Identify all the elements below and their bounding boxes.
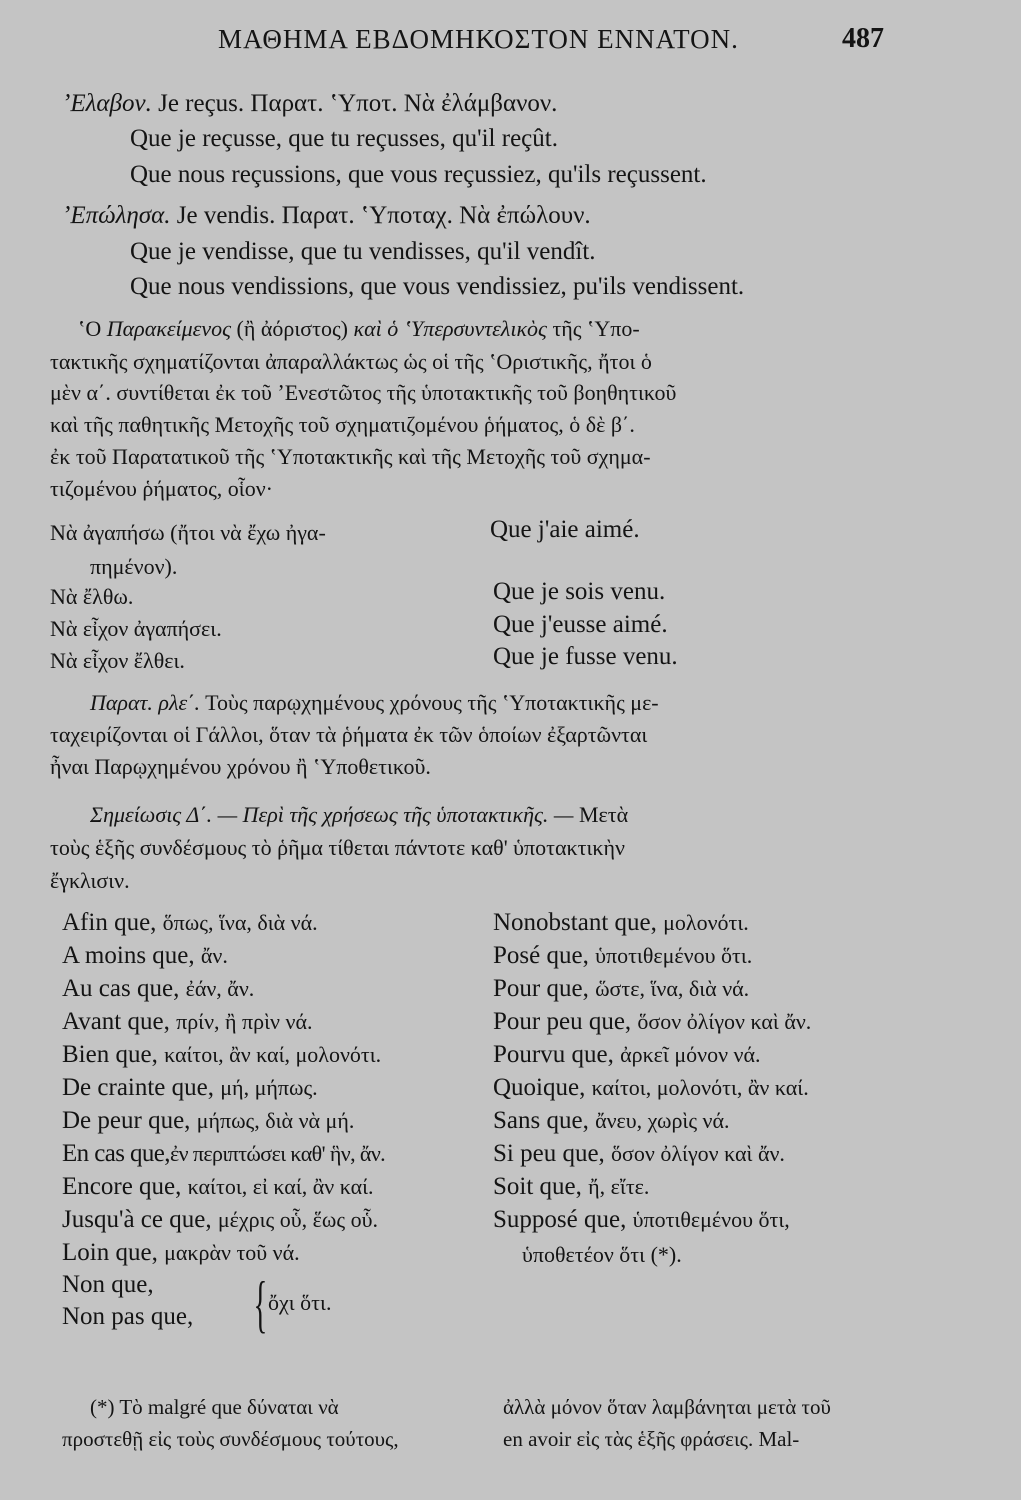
conj-left-13: Non pas que, <box>62 1303 194 1330</box>
para2-line-3: ἦναι Παρῳχημένου χρόνου ἢ ʽΥποθετικοῦ. <box>50 754 431 779</box>
conj-right-7 <box>493 1106 730 1136</box>
conj-gr: ἄνευ, χωρὶς νά. <box>595 1108 730 1133</box>
conj-left-11 <box>62 1238 300 1268</box>
epolisa-line-1 <box>62 201 591 231</box>
example-greek-2: πημένον). <box>90 554 178 579</box>
conj-right-11: ὑποθετέον ὅτι (*). <box>522 1242 682 1267</box>
conj-fr: Pour peu que, <box>493 1008 632 1035</box>
conj-right-3 <box>493 974 749 1004</box>
conj-right-5 <box>493 1040 761 1070</box>
conj-fr: Bien que, <box>62 1041 158 1068</box>
conj-left-4 <box>62 1007 312 1037</box>
para1-line-5: ἐκ τοῦ Παρατατικοῦ τῆς ʽΥποτακτικῆς καὶ τῆς Μετοχῆς τοῦ σχημα- <box>50 444 651 469</box>
epolisa-line-3: Que nous vendissions, que vous vendissiez, pu'ils vendissent. <box>130 273 745 300</box>
elabon-line-2: Que je reçusse, que tu reçusses, qu'il reçût. <box>130 125 558 152</box>
para1-line-3: μὲν α΄. συντίθεται ἐκ τοῦ ʼΕνεστῶτος τῆς ὑποτακτικῆς τοῦ βοηθητικοῦ <box>50 380 677 405</box>
para1-term-hypersyntelikos: καὶ ὁ ʽΥπερσυντελικὸς <box>353 316 547 341</box>
conj-left-7 <box>62 1106 354 1136</box>
example-greek-4: Νὰ εἶχον ἀγαπήσει. <box>50 616 222 641</box>
para2-ref: Παρατ. ρλε΄. <box>90 690 200 715</box>
conj-fr: Supposé que, <box>493 1206 627 1233</box>
para1-line-4: καὶ τῆς παθητικῆς Μετοχῆς τοῦ σχηματιζομένου ῥήματος, ὁ δὲ β΄. <box>50 412 635 437</box>
epolisa-line-2: Que je vendisse, que tu vendisses, qu'il vendît. <box>130 238 596 265</box>
conj-gr: ἀρκεῖ μόνον νά. <box>620 1042 761 1067</box>
conj-gr: ὥστε, ἵνα, διὰ νά. <box>595 976 750 1001</box>
epolisa-text: Je vendis. Παρατ. ʽΥποταχ. Νὰ ἐπώλουν. <box>176 202 591 229</box>
para1-term-parakeimenos: Παρακείμενος <box>106 316 232 341</box>
para1-aoristos: (ἢ ἀόριστος) <box>236 316 349 341</box>
conj-right-8 <box>493 1139 785 1169</box>
conj-fr: A moins que, <box>62 942 195 969</box>
footnote-right-1: ἀλλὰ μόνον ὅταν λαμβάνηται μετὰ τοῦ <box>503 1395 831 1419</box>
conj-right-2 <box>493 941 752 971</box>
conj-fr: Afin que, <box>62 909 157 936</box>
elabon-text: Je reçus. Παρατ. ʽΥποτ. Νὰ ἐλάμβανον. <box>158 90 558 117</box>
example-greek-3: Νὰ ἔλθω. <box>50 584 134 609</box>
example-french-1: Que j'aie aimé. <box>490 516 640 543</box>
conj-gr: μέχρις οὗ, ἕως οὗ. <box>217 1207 378 1232</box>
conj-fr: De crainte que, <box>62 1074 215 1101</box>
conj-gr: ὅπως, ἵνα, διὰ νά. <box>162 910 318 935</box>
conj-fr: Si peu que, <box>493 1140 605 1167</box>
conj-fr: Pour que, <box>493 975 589 1002</box>
conj-fr: Jusqu'à ce que, <box>62 1206 212 1233</box>
running-title: ΜΑΘΗΜΑ ΕΒΔΟΜΗΚΟΣΤΟΝ ΕΝΝΑΤΟΝ. <box>218 24 739 54</box>
note-subtitle: — Περὶ τῆς χρήσεως τῆς ὑποτακτικῆς. — <box>217 802 574 827</box>
note-line-1-end: Μετὰ <box>578 802 629 827</box>
conj-right-4 <box>493 1007 811 1037</box>
conj-gr: ὅσον ὀλίγον καὶ ἄν. <box>637 1009 812 1034</box>
note-title: Σημείωσις Δ΄. <box>90 802 213 827</box>
conj-gr: καίτοι, ἂν καί, μολονότι. <box>164 1042 382 1067</box>
example-greek-5: Νὰ εἶχον ἔλθει. <box>50 648 185 673</box>
conj-gr: μακρὰν τοῦ νά. <box>164 1240 300 1265</box>
conj-left-1 <box>62 908 318 938</box>
conj-right-9 <box>493 1172 649 1202</box>
conj-gr: καίτοι, μολονότι, ἂν καί. <box>591 1075 809 1100</box>
footnote-right-2: en avoir εἰς τὰς ἑξῆς φράσεις. Mal- <box>503 1427 800 1451</box>
para2-line-2: ταχειρίζονται οἱ Γάλλοι, ὅταν τὰ ῥήματα ἐκ τῶν ὁποίων ἐξαρτῶνται <box>50 722 648 747</box>
example-french-3: Que je sois venu. <box>493 578 666 605</box>
para1-line-2: τακτικῆς σχηματίζονται ἀπαραλλάκτως ὡς οἱ τῆς ʽΟριστικῆς, ἤτοι ὁ <box>50 349 652 374</box>
epolisa-word: ʼΕπώλησα. <box>62 202 171 229</box>
conj-left-12: Non que, <box>62 1271 154 1298</box>
conj-gr: ἤ, εἴτε. <box>588 1174 650 1199</box>
conj-gr: ἐν περιπτώσει καθ' ἣν, ἄν. <box>169 1141 386 1166</box>
conj-left-brace-text: ὄχι ὅτι. <box>268 1290 332 1315</box>
conj-fr: Posé que, <box>493 942 589 969</box>
conj-fr: Loin que, <box>62 1239 158 1266</box>
conj-fr: Quoique, <box>493 1074 586 1101</box>
conj-fr: Pourvu que, <box>493 1041 614 1068</box>
example-french-4: Que j'eusse aimé. <box>493 611 668 638</box>
conj-gr: καίτοι, εἰ καί, ἂν καί. <box>187 1174 374 1199</box>
conj-gr: ἐάν, ἄν. <box>185 976 255 1001</box>
conj-gr: ἄν. <box>200 943 228 968</box>
conj-fr: Au cas que, <box>62 975 180 1002</box>
example-french-5: Que je fusse venu. <box>493 643 678 670</box>
conj-gr: ὑποτιθεμένου ὅτι, <box>632 1207 790 1232</box>
conj-fr: Avant que, <box>62 1008 170 1035</box>
footnote-left-2: προστεθῇ εἰς τοὺς συνδέσμους τούτους, <box>62 1427 399 1451</box>
conj-fr: Soit que, <box>493 1173 582 1200</box>
elabon-line-3: Que nous reçussions, que vous reçussiez, qu'ils reçussent. <box>130 161 707 188</box>
para1-line-1 <box>78 314 640 344</box>
conj-gr: μολονότι. <box>663 910 749 935</box>
conj-left-3 <box>62 974 254 1004</box>
conj-left-9 <box>62 1172 374 1202</box>
conj-right-1 <box>493 908 749 938</box>
conj-gr: μήπως, διὰ νὰ μή. <box>196 1108 355 1133</box>
conj-fr: De peur que, <box>62 1107 191 1134</box>
conj-fr: Encore que, <box>62 1173 182 1200</box>
note-line-1 <box>90 800 628 830</box>
para1-line-1-end: τῆς ʽΥπο- <box>552 316 640 341</box>
conj-gr: πρίν, ἢ πρὶν νά. <box>176 1009 313 1034</box>
conj-left-6 <box>62 1073 318 1103</box>
para1-line-6: τιζομένου ῥήματος, οἷον· <box>50 476 273 501</box>
conj-fr: Nonobstant que, <box>493 909 657 936</box>
page-number: 487 <box>842 23 884 54</box>
para2-line-1-text: Τοὺς παρῳχημένους χρόνους τῆς ʽΥποτακτικῆς με- <box>205 690 659 715</box>
conj-fr: En cas que, <box>62 1140 170 1167</box>
conj-right-10 <box>493 1205 790 1235</box>
example-greek-1: Νὰ ἀγαπήσω (ἤτοι νὰ ἔχω ἠγα- <box>50 520 326 545</box>
conj-left-10 <box>62 1205 378 1235</box>
conj-left-2 <box>62 941 228 971</box>
brace-glyph: { <box>253 1268 268 1339</box>
conj-gr: μή, μήπως. <box>220 1075 318 1100</box>
para1-article: ʽΟ <box>78 316 102 341</box>
conj-gr: ὑποτιθεμένου ὅτι. <box>595 943 753 968</box>
conj-left-8 <box>62 1139 385 1169</box>
elabon-line-1 <box>62 89 557 119</box>
conj-fr: Sans que, <box>493 1107 589 1134</box>
elabon-word: ʼΕλαβον. <box>62 90 152 117</box>
note-line-3: ἔγκλισιν. <box>50 868 130 893</box>
conj-left-5 <box>62 1040 381 1070</box>
para2-line-1 <box>90 688 659 718</box>
footnote-left-1: (*) Τὸ malgré que δύναται νὰ <box>90 1395 339 1419</box>
conj-right-6 <box>493 1073 809 1103</box>
note-line-2: τοὺς ἑξῆς συνδέσμους τὸ ῥῆμα τίθεται πάντοτε καθ' ὑποτακτικὴν <box>50 835 625 860</box>
conj-gr: ὅσον ὀλίγον καὶ ἄν. <box>611 1141 785 1166</box>
